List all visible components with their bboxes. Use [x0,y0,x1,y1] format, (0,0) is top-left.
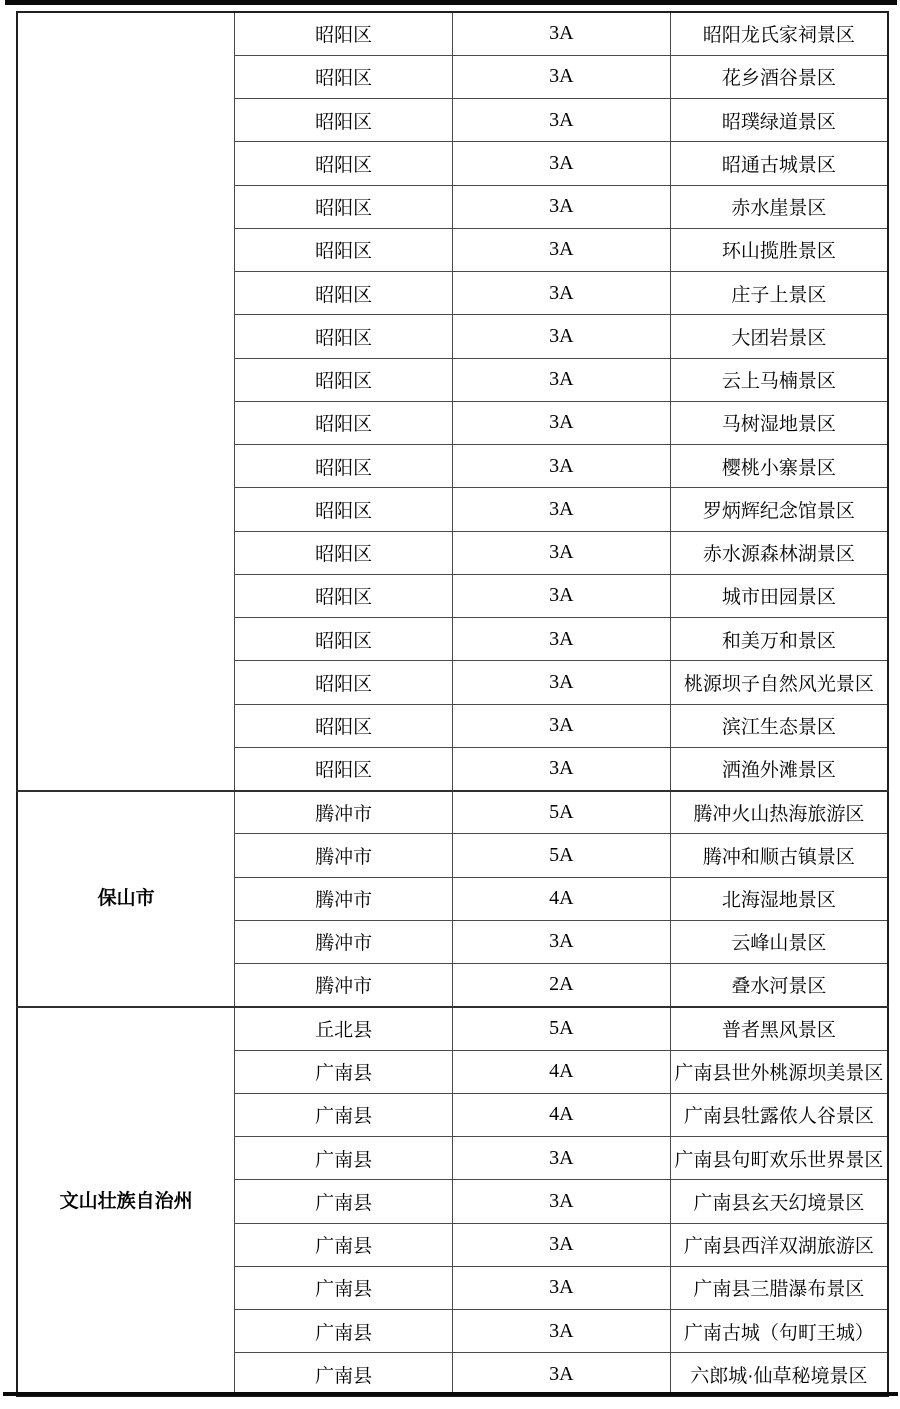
district-cell: 昭阳区 [235,488,453,531]
district-cell: 昭阳区 [235,445,453,488]
rating-cell: 3A [453,99,671,142]
rating-cell: 3A [453,142,671,185]
name-cell: 大团岩景区 [670,315,888,358]
name-cell: 六郎城·仙草秘境景区 [670,1353,888,1396]
bottom-section-rule [3,1392,898,1396]
rating-cell: 3A [453,185,671,228]
rating-cell: 3A [453,445,671,488]
rating-cell: 5A [453,1007,671,1050]
name-cell: 罗炳辉纪念馆景区 [670,488,888,531]
district-cell: 昭阳区 [235,55,453,98]
rating-cell: 3A [453,1180,671,1223]
district-cell: 广南县 [235,1180,453,1223]
district-cell: 广南县 [235,1050,453,1093]
district-cell: 广南县 [235,1093,453,1136]
district-cell: 昭阳区 [235,747,453,790]
name-cell: 普者黑风景区 [670,1007,888,1050]
district-cell: 广南县 [235,1137,453,1180]
rating-cell: 3A [453,228,671,271]
rating-cell: 3A [453,401,671,444]
rating-cell: 3A [453,1223,671,1266]
rating-cell: 3A [453,315,671,358]
rating-cell: 3A [453,747,671,790]
name-cell: 广南县牡露侬人谷景区 [670,1093,888,1136]
district-cell: 昭阳区 [235,12,453,55]
district-cell: 广南县 [235,1266,453,1309]
name-cell: 滨江生态景区 [670,704,888,747]
rating-cell: 5A [453,834,671,877]
city-cell: 文山壮族自治州 [17,1007,235,1396]
table-row [17,12,888,55]
name-cell: 广南县三腊瀑布景区 [670,1266,888,1309]
table-row [17,791,888,834]
name-cell: 广南古城（句町王城） [670,1310,888,1353]
rating-cell: 3A [453,358,671,401]
district-cell: 昭阳区 [235,661,453,704]
name-cell: 腾冲和顺古镇景区 [670,834,888,877]
district-cell: 广南县 [235,1353,453,1396]
name-cell: 北海湿地景区 [670,877,888,920]
rating-cell: 3A [453,55,671,98]
district-cell: 昭阳区 [235,574,453,617]
name-cell: 环山揽胜景区 [670,228,888,271]
rating-cell: 3A [453,704,671,747]
district-cell: 昭阳区 [235,401,453,444]
rating-cell: 3A [453,488,671,531]
district-cell: 昭阳区 [235,142,453,185]
rating-cell: 4A [453,1093,671,1136]
name-cell: 和美万和景区 [670,618,888,661]
name-cell: 洒渔外滩景区 [670,747,888,790]
name-cell: 花乡酒谷景区 [670,55,888,98]
district-cell: 腾冲市 [235,834,453,877]
rating-cell: 3A [453,920,671,963]
district-cell: 腾冲市 [235,964,453,1007]
top-section-rule [5,0,897,5]
name-cell: 云峰山景区 [670,920,888,963]
name-cell: 马树湿地景区 [670,401,888,444]
district-cell: 广南县 [235,1310,453,1353]
name-cell: 云上马楠景区 [670,358,888,401]
rating-cell: 4A [453,1050,671,1093]
scenic-area-rating-table [16,11,889,1397]
rating-cell: 3A [453,12,671,55]
name-cell: 昭通古城景区 [670,142,888,185]
rating-cell: 3A [453,531,671,574]
name-cell: 叠水河景区 [670,964,888,1007]
rating-cell: 3A [453,1310,671,1353]
rating-cell: 3A [453,1353,671,1396]
district-cell: 腾冲市 [235,877,453,920]
rating-cell: 2A [453,964,671,1007]
rating-cell: 4A [453,877,671,920]
name-cell: 庄子上景区 [670,272,888,315]
name-cell: 赤水源森林湖景区 [670,531,888,574]
rating-cell: 5A [453,791,671,834]
name-cell: 城市田园景区 [670,574,888,617]
district-cell: 昭阳区 [235,99,453,142]
name-cell: 广南县句町欢乐世界景区 [670,1137,888,1180]
district-cell: 昭阳区 [235,272,453,315]
rating-cell: 3A [453,1137,671,1180]
district-cell: 昭阳区 [235,228,453,271]
name-cell: 昭阳龙氏家祠景区 [670,12,888,55]
district-cell: 昭阳区 [235,315,453,358]
city-cell: 保山市 [17,791,235,1007]
district-cell: 广南县 [235,1223,453,1266]
rating-cell: 3A [453,618,671,661]
district-cell: 昭阳区 [235,618,453,661]
district-cell: 腾冲市 [235,920,453,963]
district-cell: 昭阳区 [235,358,453,401]
name-cell: 广南县西洋双湖旅游区 [670,1223,888,1266]
rating-cell: 3A [453,661,671,704]
name-cell: 腾冲火山热海旅游区 [670,791,888,834]
rating-cell: 3A [453,1266,671,1309]
rating-cell: 3A [453,574,671,617]
district-cell: 丘北县 [235,1007,453,1050]
name-cell: 广南县玄天幻境景区 [670,1180,888,1223]
name-cell: 赤水崖景区 [670,185,888,228]
name-cell: 樱桃小寨景区 [670,445,888,488]
rating-cell: 3A [453,272,671,315]
table-row [17,1007,888,1050]
name-cell: 广南县世外桃源坝美景区 [670,1050,888,1093]
table-body [17,12,888,1396]
name-cell: 昭璞绿道景区 [670,99,888,142]
district-cell: 腾冲市 [235,791,453,834]
district-cell: 昭阳区 [235,531,453,574]
name-cell: 桃源坝子自然风光景区 [670,661,888,704]
district-cell: 昭阳区 [235,704,453,747]
city-cell [17,12,235,791]
district-cell: 昭阳区 [235,185,453,228]
